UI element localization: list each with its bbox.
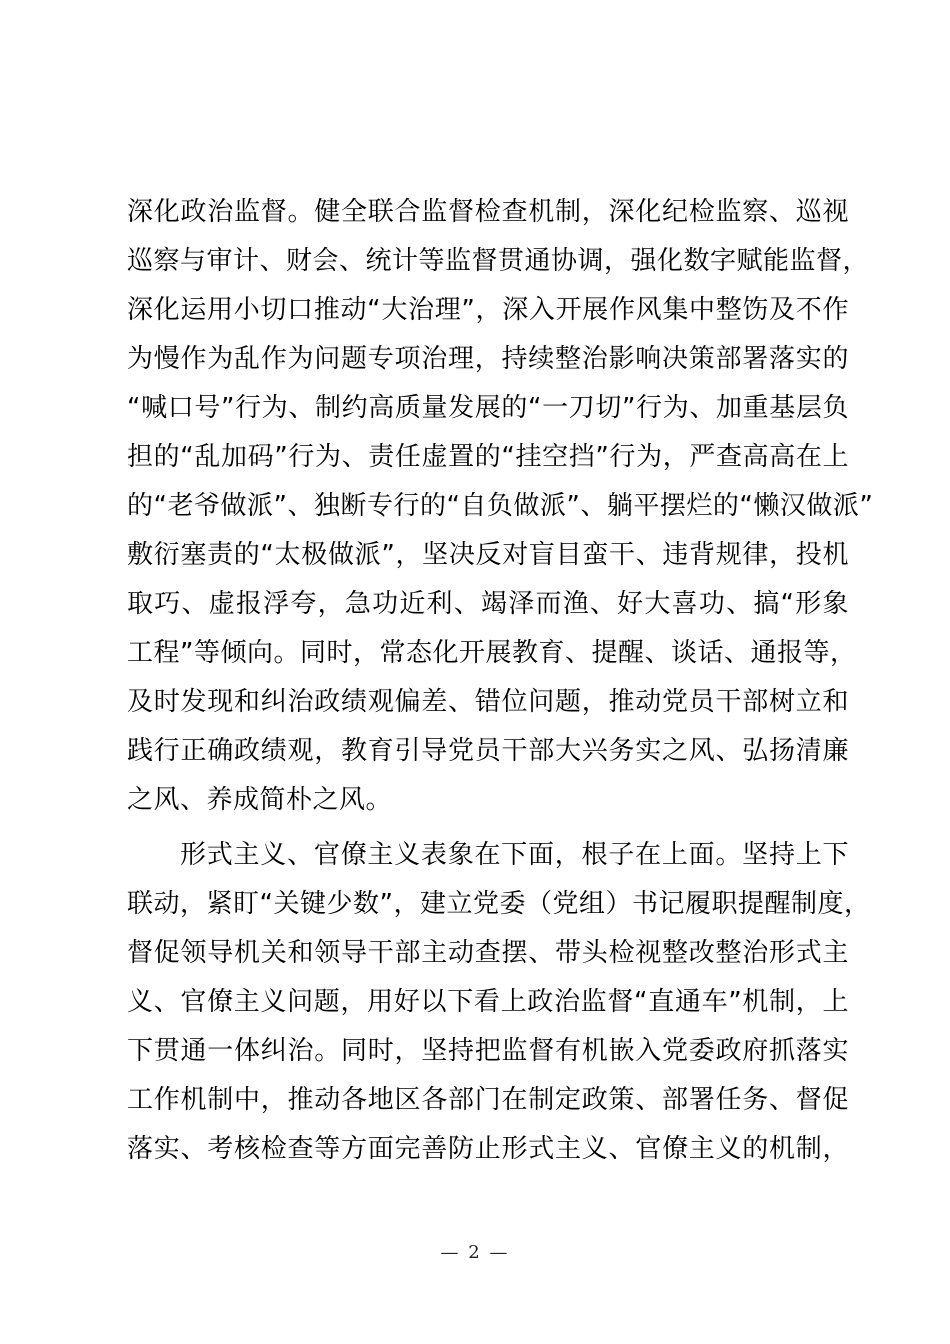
text-line: 担的“乱加码”行为、责任虚置的“挂空挡”行为，严查高高在上: [127, 442, 849, 472]
text-line: 督促领导机关和领导干部主动查摆、带头检视整改整治形式主: [127, 938, 849, 968]
body-text: [127, 188, 874, 1174]
text-line: “喊口号”行为、制约高质量发展的“一刀切”行为、加重基层负: [127, 393, 849, 423]
text-line: 为慢作为乱作为问题专项治理，持续整治影响决策部署落实的: [127, 344, 849, 374]
text-line: 敷衍塞责的“太极做派”，坚决反对盲目蛮干、违背规律，投机: [127, 540, 849, 570]
text-line: 下贯通一体纠治。同时，坚持把监督有机嵌入党委政府抓落实: [127, 1036, 849, 1066]
text-line: 工程”等倾向。同时，常态化开展教育、提醒、谈话、通报等，: [127, 638, 857, 668]
text-line: 深化运用小切口推动“大治理”，深入开展作风集中整饬及不作: [127, 295, 849, 325]
text-line: 取巧、虚报浮夸，急功近利、竭泽而渔、好大喜功、搞“形象: [127, 589, 849, 619]
text-line: 践行正确政绩观，教育引导党员干部大兴务实之风、弘扬清廉: [127, 736, 849, 766]
text-line: 的“老爷做派”、独断专行的“自负做派”、躺平摆烂的“懒汉做派”: [127, 491, 874, 521]
text-line: 联动，紧盯“关键少数”，建立党委（党组）书记履职提醒制度，: [127, 889, 871, 919]
text-line: 巡察与审计、财会、统计等监督贯通协调，强化数字赋能监督，: [127, 246, 870, 276]
text-line: 及时发现和纠治政绩观偏差、错位问题，推动党员干部树立和: [127, 687, 849, 717]
paragraph-2: [127, 831, 871, 1174]
text-line: 之风、养成简朴之风。: [127, 785, 393, 815]
text-line: 深化政治监督。健全联合监督检查机制，深化纪检监察、巡视: [127, 197, 849, 227]
text-line: 形式主义、官僚主义表象在下面，根子在上面。坚持上下: [180, 840, 849, 870]
paragraph-1: [127, 188, 874, 825]
text-line: 落实、考核检查等方面完善防止形式主义、官僚主义的机制，: [127, 1134, 849, 1164]
text-line: 义、官僚主义问题，用好以下看上政治监督“直通车”机制，上: [127, 987, 849, 1017]
page-number: — 2 —: [440, 1242, 510, 1263]
text-line: 工作机制中，推动各地区各部门在制定政策、部署任务、督促: [127, 1085, 849, 1115]
